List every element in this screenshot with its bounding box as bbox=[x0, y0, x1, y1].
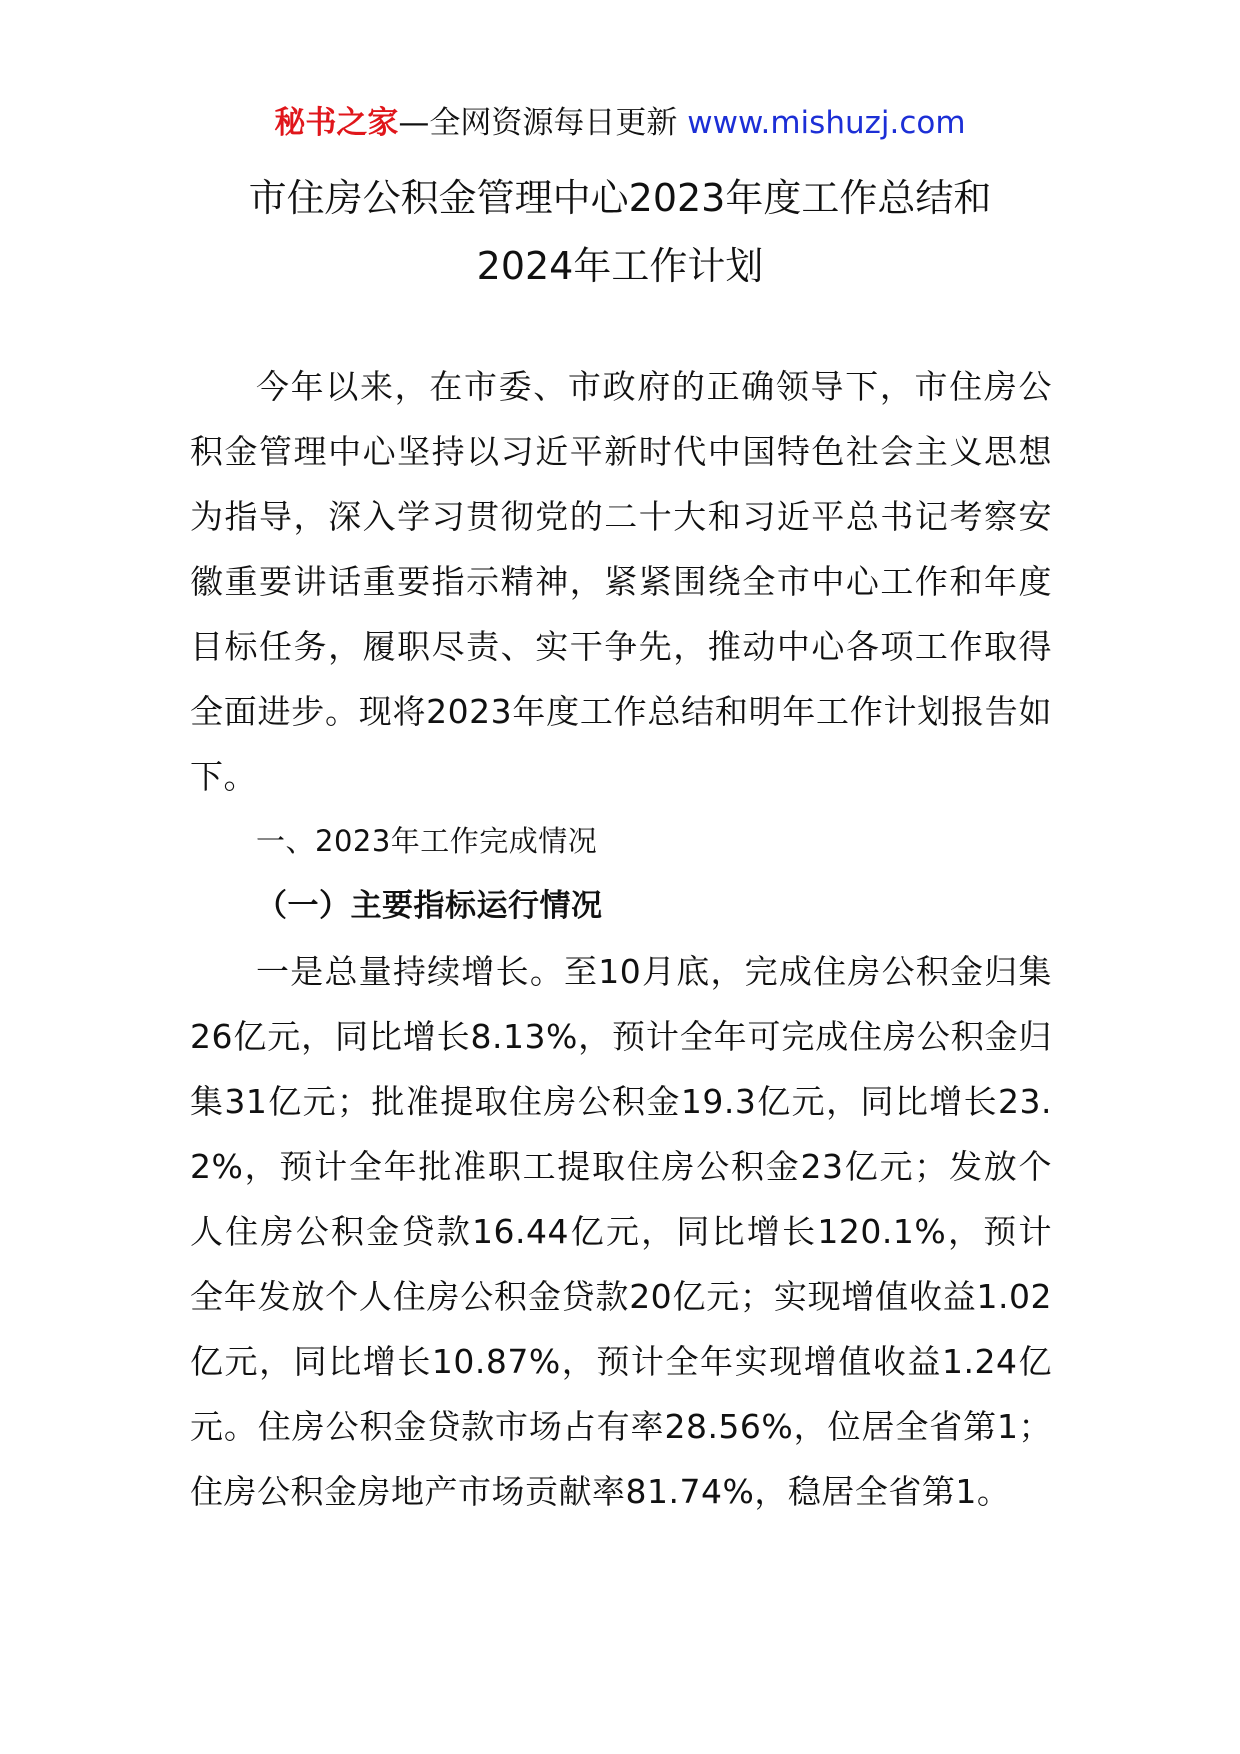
document-body bbox=[190, 354, 1052, 1524]
document-title bbox=[0, 164, 1240, 300]
intro-paragraph: 今年以来，在市委、市政府的正确领导下，市住房公积金管理中心坚持以习近平新时代中国特色社会主义思想为指导，深入学习贯彻党的二十大和习近平总书记考察安徽重要讲话重要指示精神，紧紧围绕全市中心工作和年度目标任务，履职尽责、实干争先，推动中心各项工作取得全面进步。现将2023年度工作总结和明年工作计划报告如下。 bbox=[190, 367, 1052, 796]
site-banner bbox=[0, 102, 1240, 144]
brand-name: 秘书之家 bbox=[274, 105, 399, 141]
title-line-1: 市住房公积金管理中心2023年度工作总结和 bbox=[248, 176, 992, 220]
subsection-heading: （一）主要指标运行情况 bbox=[256, 888, 603, 924]
title-line-2: 2024年工作计划 bbox=[476, 244, 764, 288]
banner-tagline: —全网资源每日更新 bbox=[398, 105, 678, 141]
site-url-link[interactable]: www.mishuzj.com bbox=[687, 105, 966, 141]
body-paragraph: 一是总量持续增长。至10月底，完成住房公积金归集26亿元，同比增长8.13%，预计全年可完成住房公积金归集31亿元；批准提取住房公积金19.3亿元，同比增长23.2%，预计全年批准职工提取住房公积金23亿元；发放个人住房公积金贷款16.44亿元，同比增长120.1%，预计全年发放个人住房公积金贷款20亿元；实现增值收益1.02亿元，同比增长10.87%，预计全年实现增值收益1.24亿元。住房公积金贷款市场占有率28.56%，位居全省第1；住房公积金房地产市场贡献率81.74%，稳居全省第1。 bbox=[190, 952, 1052, 1511]
section-heading: 一、2023年工作完成情况 bbox=[256, 824, 598, 858]
